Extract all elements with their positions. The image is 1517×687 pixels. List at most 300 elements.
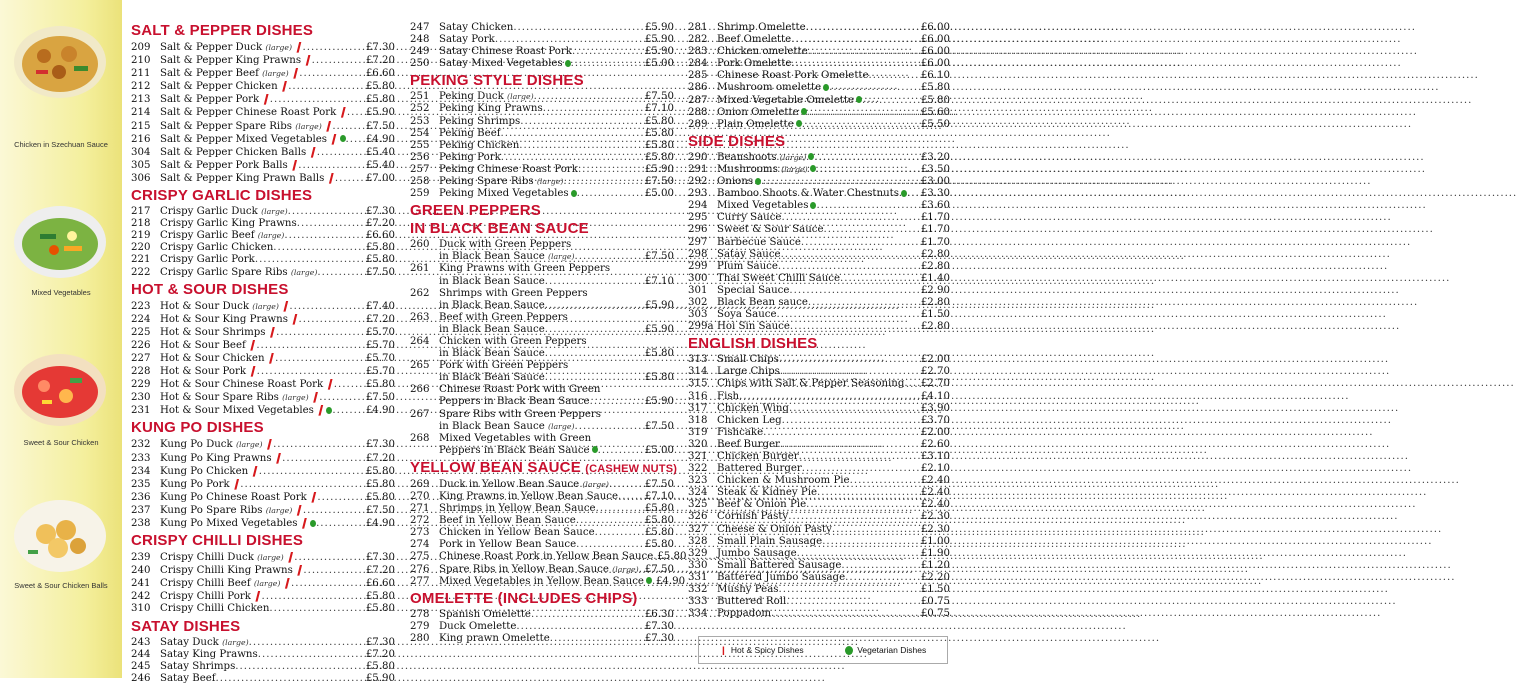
section-title-text: KUNG PO DISHES (131, 419, 264, 437)
item-name-text: Battered Jumbo Sausage (717, 571, 846, 583)
item-name-text: Crispy Chilli King Prawns (160, 565, 293, 577)
menu-item (410, 46, 674, 58)
menu-item (131, 673, 395, 685)
item-name (717, 560, 841, 572)
item-number: 240 (131, 565, 151, 577)
menu-item (688, 188, 950, 200)
item-name-text: Peppers in Black Bean Sauce (439, 444, 590, 456)
menu-item (410, 188, 674, 200)
menu-item (410, 633, 674, 645)
item-number: 210 (131, 55, 151, 67)
item-price: £7.50 (644, 176, 674, 188)
item-price: £5.90 (644, 46, 674, 58)
item-name (160, 172, 335, 185)
item-number: 268 (410, 432, 430, 444)
dot-leader (816, 200, 920, 212)
item-number: 275 (410, 551, 430, 563)
dot-leader (294, 552, 366, 564)
item-number: 218 (131, 218, 151, 230)
item-price: £7.20 (365, 55, 395, 67)
item-number: 299 (688, 260, 708, 272)
item-price: £5.70 (365, 366, 395, 378)
item-price: £1.70 (920, 212, 950, 224)
item-price: £1.40 (920, 272, 950, 284)
item-name-text: Hot & Sour Mixed Vegetables (160, 405, 314, 417)
chilli-icon: ❙ (328, 132, 338, 145)
item-name (717, 536, 822, 548)
item-number: 326 (688, 511, 708, 523)
item-name-text: Mixed Vegetables (717, 200, 809, 212)
menu-item (688, 451, 950, 463)
menu-item (688, 596, 950, 608)
chilli-icon: ❙ (308, 490, 318, 503)
item-price: £5.90 (644, 163, 674, 175)
dot-leader (297, 218, 366, 230)
item-number: 276 (410, 563, 430, 575)
menu-item (688, 439, 950, 451)
item-name (160, 300, 289, 313)
menu-item (688, 391, 950, 403)
item-price: £6.00 (920, 34, 950, 46)
item-name-text: Duck Omelette (439, 620, 517, 632)
item-name-text: Hot & Sour Spare Ribs (160, 392, 279, 404)
dot-leader (317, 147, 366, 159)
menu-item (410, 22, 674, 34)
item-name (160, 206, 288, 218)
item-name-text: Chips with Salt & Pepper Seasoning (717, 378, 905, 390)
chilli-icon: ❙ (719, 644, 727, 655)
dot-leader (590, 396, 645, 408)
item-name-text: Bamboo Shoots & Water Chestnuts (717, 188, 899, 200)
item-name-text: Hot & Sour Chinese Roast Pork (160, 379, 324, 391)
item-name (717, 584, 779, 596)
item-number: 328 (688, 535, 708, 547)
dot-leader (269, 603, 365, 615)
item-name-text: Thai Sweet Chilli Sauce (717, 272, 840, 284)
dot-leader (791, 34, 921, 46)
item-name-text: Salt & Pepper Beef (160, 68, 259, 80)
item-name (439, 46, 572, 58)
item-number: 230 (131, 392, 151, 404)
dot-leader (595, 527, 645, 539)
section-title-text: SATAY DISHES (131, 617, 241, 635)
pepper-icon (845, 646, 853, 655)
menu-item (688, 560, 950, 572)
item-number: 209 (131, 42, 151, 53)
item-number: 247 (410, 22, 430, 33)
item-name (439, 491, 618, 503)
item-number: 222 (131, 266, 151, 278)
item-name-text: Salt & Pepper Chicken (160, 81, 278, 93)
item-name-text: Buttered Roll (717, 596, 787, 608)
item-number: 234 (131, 465, 151, 477)
item-price: £5.80 (365, 254, 395, 266)
caption-sweet-sour-chicken-balls: Sweet & Sour Chicken Balls (14, 581, 108, 590)
item-name (717, 152, 814, 164)
item-name (439, 621, 516, 633)
dot-leader (312, 55, 366, 67)
menu-item (131, 67, 395, 80)
item-price: £7.30 (365, 206, 395, 218)
menu-item (131, 391, 395, 404)
menu-item (131, 637, 395, 649)
item-price: £5.80 (365, 379, 395, 391)
item-name (160, 661, 235, 673)
item-name (439, 188, 577, 200)
item-number: 305 (131, 159, 151, 171)
section-title-text: SIDE DISHES (688, 132, 786, 150)
dot-leader (808, 297, 921, 309)
item-price: £6.00 (920, 58, 950, 70)
item-name-text: Satay Mixed Vegetables (439, 58, 563, 70)
item-price: £7.00 (365, 172, 395, 184)
dot-leader (501, 152, 645, 164)
dot-leader (299, 68, 366, 80)
dot-leader (817, 487, 921, 499)
item-number: 219 (131, 230, 151, 242)
item-price: £4.90 (365, 405, 395, 417)
menu-item (410, 551, 687, 563)
menu-item (688, 249, 950, 261)
item-number: 303 (688, 309, 708, 321)
dot-leader (347, 107, 366, 119)
menu-item (131, 326, 395, 339)
item-name (160, 378, 334, 391)
item-price: £7.50 (644, 251, 674, 263)
dot-leader (257, 366, 366, 378)
dot-leader (317, 267, 365, 279)
menu-item (410, 409, 674, 421)
item-name (717, 499, 806, 511)
item-name-text: Satay Sauce (717, 248, 781, 260)
item-price: £7.10 (644, 275, 674, 287)
item-name (717, 58, 791, 70)
chilli-icon: ❙ (250, 464, 259, 477)
size-note: (large) (265, 43, 292, 52)
dot-leader (761, 176, 921, 188)
item-name-text: Peking Chicken (439, 139, 520, 151)
item-name-text: Plain Omelette (717, 118, 794, 130)
dot-leader (513, 22, 645, 34)
item-number: 281 (688, 22, 708, 33)
item-name-text: Duck with Green Peppers (439, 239, 572, 251)
item-name (160, 93, 270, 106)
item-number: 290 (688, 151, 708, 163)
item-price: £2.80 (920, 321, 950, 333)
item-price: £4.90 (365, 518, 395, 529)
item-name-text: Black Bean sauce (717, 296, 808, 308)
item-price: £6.10 (920, 70, 950, 82)
item-price: £5.90 (644, 299, 674, 311)
menu-item (131, 590, 395, 603)
item-name-text: Salt & Pepper Pork (160, 94, 260, 106)
item-name-text: Mushroom omelette (717, 82, 822, 94)
dot-leader (841, 560, 920, 572)
item-number: 291 (688, 163, 708, 175)
dot-leader (832, 524, 921, 536)
menu-item (688, 237, 950, 249)
dot-leader (840, 273, 921, 285)
item-price: £3.70 (920, 414, 950, 426)
item-name (717, 249, 781, 261)
size-note: (large) (547, 252, 575, 262)
item-name (717, 273, 840, 285)
dot-leader (576, 515, 645, 527)
menu-item (688, 584, 950, 596)
item-name (160, 218, 297, 230)
menu-item (688, 119, 950, 131)
item-number: 235 (131, 478, 151, 490)
item-name-text: Crispy Garlic Chicken (160, 242, 274, 254)
item-name (439, 128, 501, 140)
size-note: (large) (222, 637, 249, 647)
item-name-text: Onion Omelette (717, 106, 799, 118)
menu-item (688, 82, 950, 94)
dot-leader (782, 415, 921, 427)
dot-leader (545, 372, 645, 384)
item-name (717, 297, 808, 309)
item-name-text: Peking Mixed Vegetables (439, 188, 569, 200)
item-name (717, 451, 799, 463)
item-price: £7.30 (365, 636, 395, 648)
dot-leader (618, 491, 645, 503)
dot-leader (332, 405, 365, 417)
item-number: 298 (688, 248, 708, 260)
legend-box (698, 636, 948, 664)
menu-item (131, 93, 395, 106)
item-number: 277 (410, 575, 430, 587)
item-number: 227 (131, 352, 151, 364)
item-name-text: Small Plain Sausage (717, 535, 823, 547)
item-number: 327 (688, 523, 708, 535)
item-name (717, 46, 808, 58)
item-number: 279 (410, 620, 430, 632)
item-number: 252 (410, 103, 430, 115)
item-price: £5.40 (365, 159, 395, 171)
dot-leader (282, 453, 366, 465)
item-name-text: Peking Pork (439, 151, 501, 163)
menu-item (688, 309, 950, 321)
menu-item (688, 285, 950, 297)
item-name (439, 152, 501, 164)
item-name (439, 384, 601, 396)
item-number: 226 (131, 339, 151, 351)
item-number: 315 (688, 378, 708, 390)
menu-item (688, 224, 950, 236)
section-title-text: PEKING STYLE DISHES (410, 72, 584, 90)
item-number: 272 (410, 515, 430, 527)
item-price: £1.00 (920, 535, 950, 547)
chilli-icon: ❙ (303, 54, 312, 67)
menu-item (131, 517, 395, 530)
item-name-text: Kung Po King Prawns (160, 452, 272, 464)
item-name (439, 34, 495, 46)
item-name (160, 120, 332, 133)
menu-item (688, 321, 950, 333)
item-name (160, 577, 291, 590)
item-name-text: Peking King Prawns (439, 103, 543, 115)
item-price: £3.20 (920, 151, 950, 163)
menu-item (131, 465, 395, 478)
menu-item (688, 200, 950, 212)
item-price: £3.10 (920, 451, 950, 462)
menu-item (688, 22, 950, 34)
item-price: £5.70 (365, 339, 395, 351)
item-name (717, 107, 807, 119)
menu-item (688, 46, 950, 58)
section-title (131, 188, 395, 204)
item-name-text: Spare Ribs in Yellow Bean Sauce (439, 563, 609, 575)
dot-leader (545, 276, 645, 288)
menu-item (688, 58, 950, 70)
menu-item (131, 41, 395, 54)
dot-leader (545, 300, 645, 312)
item-price: £1.90 (920, 547, 950, 559)
item-name (160, 352, 275, 365)
item-name-text: Mixed Vegetable Omelette (717, 94, 854, 106)
menu-item (688, 212, 950, 224)
item-name (717, 200, 816, 212)
item-number: 255 (410, 139, 430, 151)
chilli-icon: ❙ (285, 551, 295, 564)
dot-leader (816, 164, 921, 176)
chilli-icon: ❙ (264, 438, 274, 451)
item-number: 286 (688, 82, 708, 94)
item-name-text: Shrimps in Yellow Bean Sauce (439, 503, 596, 515)
section-title-text: CRISPY CHILLI DISHES (131, 532, 304, 550)
item-name-text: Shrimp Omelette (717, 22, 806, 33)
dot-leader (781, 212, 920, 224)
dot-leader (545, 348, 645, 360)
menu-item (131, 313, 395, 326)
item-name (717, 596, 786, 608)
menu-item (131, 491, 395, 504)
item-name-text: Jumbo Sausage (717, 547, 797, 559)
item-number: 253 (410, 115, 430, 127)
item-name (717, 391, 739, 403)
dot-leader (781, 249, 921, 261)
item-name (439, 91, 534, 103)
dot-leader (273, 439, 366, 451)
item-name-text: Hot & Sour Beef (160, 339, 246, 351)
item-name (717, 212, 781, 224)
dot-leader (575, 251, 645, 263)
section-title (410, 591, 674, 607)
item-number: 213 (131, 94, 151, 106)
item-number: 299a (688, 321, 714, 333)
item-price: £6.60 (365, 68, 395, 80)
dot-leader (824, 224, 921, 236)
item-price: £7.50 (365, 120, 395, 132)
menu-item (131, 120, 395, 133)
item-name (160, 146, 317, 159)
item-price: £3.60 (920, 200, 950, 212)
item-name (439, 263, 610, 275)
item-price: £5.00 (644, 444, 674, 456)
item-price: £7.50 (644, 478, 674, 490)
item-price: £6.30 (644, 608, 674, 620)
dot-leader (780, 439, 921, 451)
section-title (131, 23, 395, 39)
item-price: £5.80 (365, 603, 395, 615)
menu-item (688, 415, 950, 427)
section-title (688, 134, 950, 150)
item-name-text: Duck in Yellow Bean Sauce (439, 478, 580, 490)
dot-leader (284, 230, 365, 242)
item-price: £0.75 (920, 608, 950, 620)
item-number: 301 (688, 284, 708, 296)
item-number: 317 (688, 402, 708, 414)
size-note: (large) (282, 393, 309, 403)
item-name (439, 176, 563, 188)
dot-leader (739, 391, 921, 403)
menu-item (131, 478, 395, 491)
item-name-text: Onions (717, 176, 754, 188)
item-number: 229 (131, 379, 151, 391)
item-number: 237 (131, 504, 151, 516)
item-name-text: Mixed Vegetables with Green (439, 432, 592, 444)
dot-leader (845, 572, 921, 584)
menu-item (410, 479, 674, 491)
section-title (410, 203, 674, 219)
item-price: £6.00 (920, 22, 950, 33)
item-name-text: in Black Bean Sauce (439, 323, 545, 335)
item-price: £5.80 (644, 348, 674, 360)
dot-leader (850, 475, 921, 487)
item-price: £2.60 (920, 438, 950, 450)
item-name-text: Crispy Garlic Pork (160, 254, 255, 266)
item-name (439, 479, 609, 491)
item-name (439, 433, 591, 445)
item-name-text: Chicken in Yellow Bean Sauce (439, 527, 595, 539)
item-name (717, 188, 907, 200)
size-note: (large) (252, 301, 279, 311)
menu-item (688, 354, 950, 366)
chilli-icon: ❙ (280, 299, 290, 312)
item-number: 244 (131, 648, 151, 660)
menu-item (688, 107, 950, 119)
item-price: £5.80 (365, 591, 395, 603)
item-name (717, 524, 832, 536)
item-name-text: Chicken Burger (717, 451, 799, 462)
menu-item-continued (410, 396, 674, 408)
menu-item (131, 564, 395, 577)
item-price: £5.90 (644, 34, 674, 46)
menu-item (131, 172, 395, 185)
dot-leader (598, 445, 645, 457)
item-name-text: Crispy Chilli Duck (160, 552, 254, 564)
item-name-text: Kung Po Chinese Roast Pork (160, 491, 307, 503)
item-name-text: Salt & Pepper Duck (160, 42, 263, 53)
item-number: 212 (131, 81, 151, 93)
dot-leader (779, 584, 921, 596)
item-name-text: Salt & Pepper Chicken Balls (160, 146, 307, 158)
dot-leader (235, 661, 366, 673)
item-name (160, 478, 240, 491)
item-name-text: in Black Bean Sauce (439, 420, 545, 432)
item-name (717, 164, 816, 176)
item-number: 329 (688, 547, 708, 559)
dot-leader (763, 427, 921, 439)
item-price: £1.50 (920, 584, 950, 596)
item-number: 257 (410, 163, 430, 175)
size-note: (large) (781, 164, 808, 174)
item-price: £7.30 (644, 632, 674, 644)
item-name-text: Kung Po Mixed Vegetables (160, 518, 298, 529)
chilli-icon: ❙ (248, 365, 257, 378)
item-number: 236 (131, 491, 151, 503)
item-name-text: Hot & Sour King Prawns (160, 313, 288, 325)
